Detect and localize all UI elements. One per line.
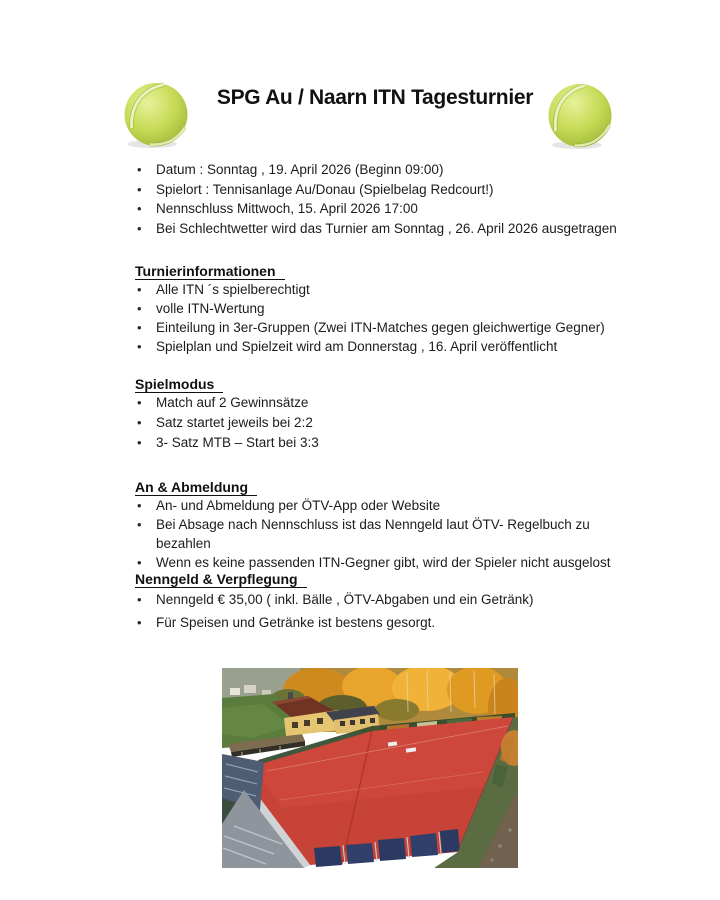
section-heading: Spielmodus [135,375,640,393]
section-spielmodus [135,375,640,453]
list-item: • An- und Abmeldung per ÖTV-App oder Website [135,496,640,515]
intro-list [135,160,640,238]
list-item: • Spielort : Tennisanlage Au/Donau (Spielbelag Redcourt!) [135,180,640,200]
section-heading: An & Abmeldung [135,478,640,496]
section-heading: Turnierinformationen [135,262,640,280]
page-title: SPG Au / Naarn ITN Tagesturnier [216,86,534,109]
list-item: • Spielplan und Spielzeit wird am Donnerstag , 16. April veröffentlicht [135,337,640,356]
list-item: • Für Speisen und Getränke ist bestens gesorgt. [135,611,640,634]
list-item: • Nenngeld € 35,00 ( inkl. Bälle , ÖTV-Abgaben und ein Getränk) [135,588,640,611]
list-item: • Einteilung in 3er-Gruppen (Zwei ITN-Matches gegen gleichwertige Gegner) [135,318,640,337]
list-item: • volle ITN-Wertung [135,299,640,318]
list-item: • Bei Schlechtwetter wird das Turnier am Sonntag , 26. April 2026 ausgetragen [135,219,640,239]
list-item: • Bei Absage nach Nennschluss ist das Nenngeld laut ÖTV- Regelbuch zu bezahlen [135,515,640,553]
section-nenngeld-verpflegung [135,570,640,634]
list-item: • 3- Satz MTB – Start bei 3:3 [135,433,640,453]
list-item: • Datum : Sonntag , 19. April 2026 (Beginn 09:00) [135,160,640,180]
section-an-abmeldung [135,478,640,572]
section-turnierinformationen [135,262,640,356]
venue-photo [222,668,518,868]
section-heading: Nenngeld & Verpflegung [135,570,640,588]
list-item: • Satz startet jeweils bei 2:2 [135,413,640,433]
intro-section [135,160,640,238]
list-item: • Alle ITN ´s spielberechtigt [135,280,640,299]
list-item: • Nennschluss Mittwoch, 15. April 2026 17:00 [135,199,640,219]
section-list [135,280,640,356]
section-list [135,496,640,572]
list-item: • Wenn es keine passenden ITN-Gegner gibt, wird der Spieler nicht ausgelost [135,553,640,572]
list-item: • Match auf 2 Gewinnsätze [135,393,640,413]
section-list [135,588,640,634]
section-list [135,393,640,453]
